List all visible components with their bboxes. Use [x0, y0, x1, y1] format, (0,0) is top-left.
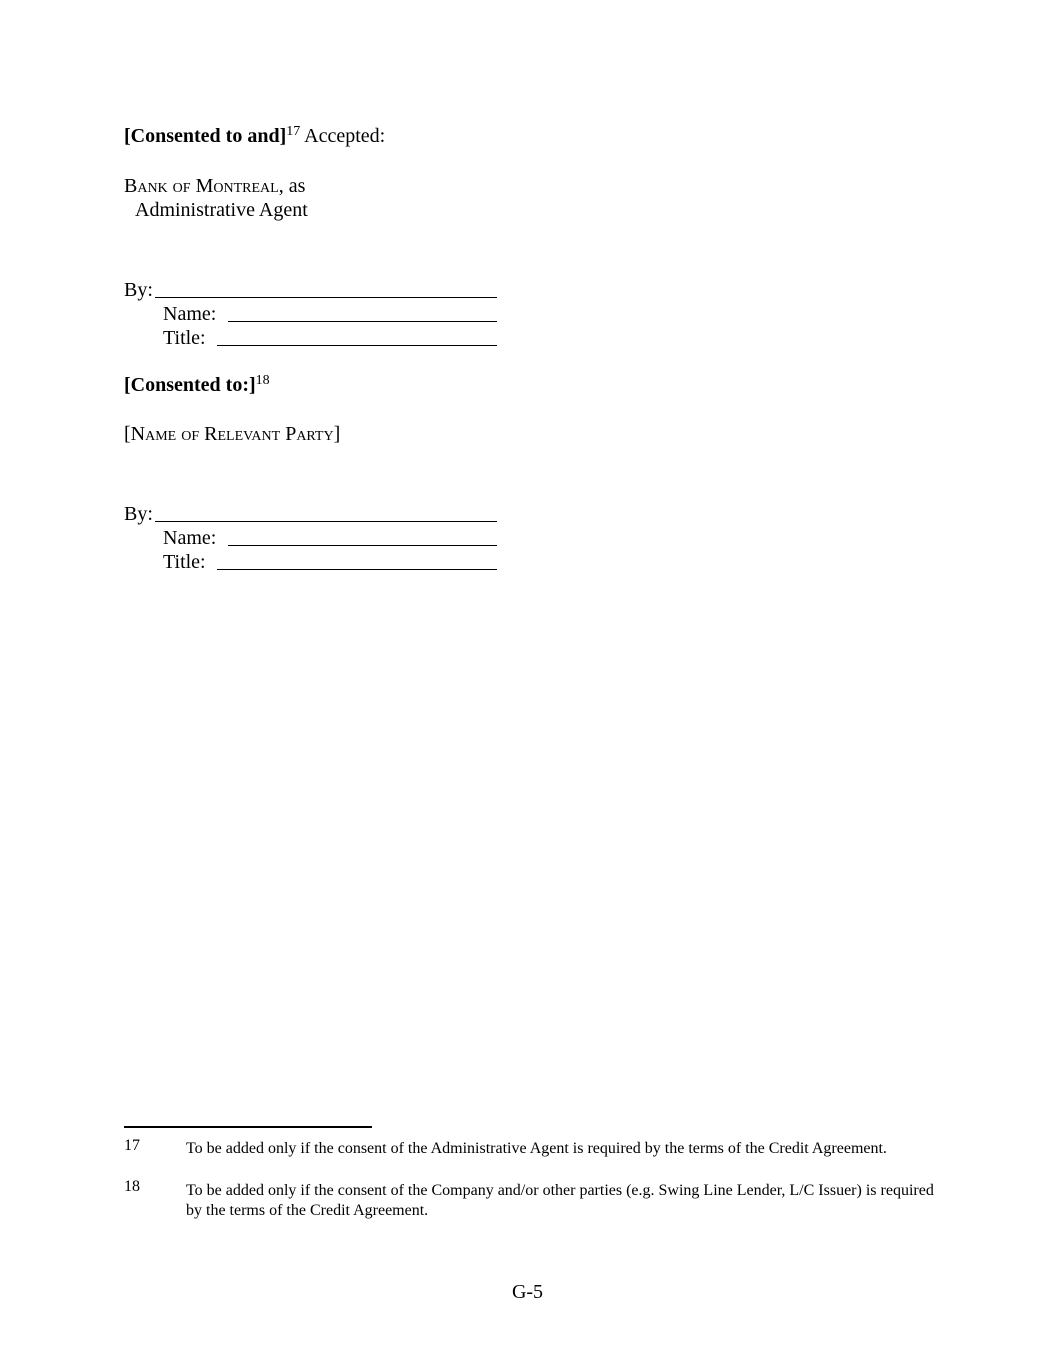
- footnote-18-number: 18: [124, 1178, 140, 1195]
- by-signature-line-1: [155, 297, 497, 298]
- footnote-17-text: To be added only if the consent of the Administrative Agent is required by the terms of the Credit Agreement.: [186, 1140, 887, 1157]
- footnote-18-text: To be added only if the consent of the Company and/or other parties (e.g. Swing Line Lender, L/C Issuer) is required by the terms of the Credit Agreement.: [186, 1182, 934, 1219]
- page-number: G-5: [511, 1281, 544, 1303]
- footnote-ref-17: 17: [286, 124, 301, 139]
- party-1-suffix: , as: [278, 175, 306, 197]
- party-2-close-bracket: ]: [333, 423, 341, 445]
- party-1-name-text: Bank of Montreal: [124, 175, 279, 197]
- footnote-17-number: 17: [124, 1137, 140, 1154]
- party-1-role: Administrative Agent: [135, 199, 308, 221]
- name-line-1: [228, 321, 497, 322]
- title-line-2: [217, 569, 497, 570]
- footnote-ref-18: 18: [255, 373, 270, 388]
- name-label-2: Name:: [163, 527, 217, 549]
- consent-heading-2: [124, 373, 270, 397]
- by-label-1: By:: [124, 279, 153, 301]
- consent-heading-1-rest: Accepted:: [300, 125, 386, 147]
- name-label-1: Name:: [163, 303, 217, 325]
- by-label-2: By:: [124, 503, 153, 525]
- name-line-2: [228, 545, 497, 546]
- consent-heading-1-bold: [Consented to and]: [124, 125, 287, 147]
- by-signature-line-2: [155, 521, 497, 522]
- party-2-name-text: Name of Relevant Party: [130, 423, 334, 445]
- party-1-name: [124, 174, 305, 198]
- consent-heading-1: [124, 124, 385, 148]
- title-label-1: Title:: [163, 327, 206, 349]
- party-2-name: [124, 422, 340, 446]
- title-line-1: [217, 345, 497, 346]
- consent-heading-2-bold: [Consented to:]: [124, 374, 256, 396]
- title-label-2: Title:: [163, 551, 206, 573]
- footnote-separator: [124, 1126, 372, 1128]
- party-2-open-bracket: [: [124, 423, 131, 445]
